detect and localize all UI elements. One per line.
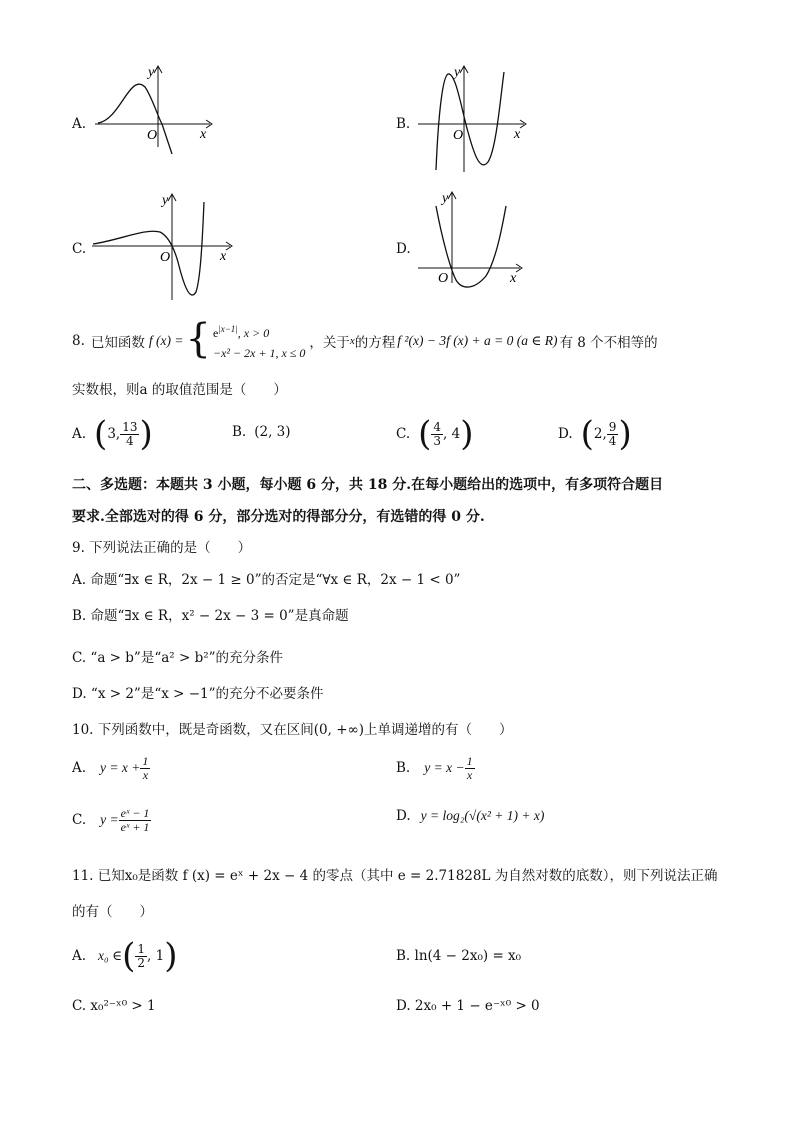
q7-option-a-label[interactable]: A. bbox=[72, 116, 87, 132]
q10-option-b-frac: $\frac{1}{x}$ bbox=[466, 753, 473, 782]
q11-option-b[interactable]: B. ln(4 − 2x₀) = x₀ bbox=[396, 948, 522, 964]
origin-label: O bbox=[147, 128, 158, 143]
q8-option-c[interactable]: C. ( $\frac{4}{3}$ , 4 ) bbox=[396, 414, 474, 454]
q8-stem-mid1: ，关于 bbox=[309, 335, 350, 351]
q8-option-b-label: B. bbox=[232, 424, 247, 440]
q8-option-c-label: C. bbox=[396, 426, 411, 442]
axis-y-label: y bbox=[162, 193, 169, 208]
q8-option-a-frac: $\frac{13}{4}$ bbox=[122, 419, 138, 448]
q10-option-c-frac: $\frac{\text{eˣ − 1}}{\text{eˣ + 1}}$ bbox=[120, 805, 150, 834]
q11-option-a-frac: $\frac{1}{2}$ bbox=[137, 941, 146, 970]
axis-x-label: x bbox=[510, 271, 517, 286]
q8-option-c-frac: $\frac{4}{3}$ bbox=[433, 419, 442, 448]
q8-piece1-exp: |x−1| bbox=[218, 324, 238, 334]
q10-stem: 10. 下列函数中，既是奇函数，又在区间(0, +∞)上单调递增的有（ ） bbox=[72, 722, 513, 738]
q8-option-b[interactable] bbox=[232, 424, 291, 440]
q9-option-d[interactable]: D. “x > 2”是“x > −1”的充分不必要条件 bbox=[72, 686, 324, 702]
q8-option-d-label: D. bbox=[558, 426, 573, 442]
q10-option-c-label: C. bbox=[72, 812, 87, 828]
section2-heading-line2: 要求.全部选对的得 6 分，部分选对的得部分分，有选错的得 0 分. bbox=[72, 509, 485, 525]
q8-option-d[interactable]: D. ( 2, $\frac{9}{4}$ ) bbox=[558, 414, 632, 454]
q11-option-d[interactable]: D. 2x₀ + 1 − e⁻ˣ⁰ > 0 bbox=[396, 998, 540, 1014]
section2-heading-line1: 二、多选题：本题共 3 小题，每小题 6 分，共 18 分.在每小题给出的选项中，有多项符合题目 bbox=[72, 477, 664, 493]
q10-option-b-pre: y = x − bbox=[424, 760, 465, 775]
q10-option-c[interactable] bbox=[72, 800, 151, 840]
q8-piece2: −x² − 2x + 1, x ≤ 0 bbox=[212, 346, 306, 360]
q8-option-b-value: (2, 3) bbox=[254, 424, 291, 440]
q10-option-b[interactable] bbox=[396, 748, 475, 788]
q7-option-c-label[interactable]: C. bbox=[72, 241, 87, 257]
q9-option-b[interactable]: B. 命题“∃x ∈ R，x² − 2x − 3 = 0”是真命题 bbox=[72, 608, 349, 624]
origin-label: O bbox=[438, 271, 449, 286]
q10-option-d[interactable] bbox=[396, 808, 544, 824]
q8-stem-mid2: 的方程 bbox=[354, 335, 396, 351]
axis-x-label: x bbox=[200, 127, 207, 142]
q7-graph-d bbox=[416, 188, 536, 288]
q8-number: 8. bbox=[72, 333, 85, 349]
q7-graph-b bbox=[416, 62, 536, 177]
axis-y-label: y bbox=[442, 191, 449, 206]
q8-option-a-label: A. bbox=[72, 426, 87, 442]
q10-option-a-frac: $\frac{1}{x}$ bbox=[142, 753, 149, 782]
q8-stem: 8. 已知函数 f (x) = { $e^{|x-1|}$, x > 0 −x² − 2x + 1, x ≤ 0 ，关于 x 的方程 f ²(x) − 3f (x) + a = 0 (a ∈ R) 有 8 个不相等的 bbox=[72, 316, 658, 362]
q11-stem-line2: 的有（ ） bbox=[72, 904, 153, 920]
q8-stem-end: 有 8 个不相等的 bbox=[559, 335, 658, 351]
q10-option-c-pre: y = bbox=[100, 812, 119, 827]
q8-stem-line2: 实数根，则a 的取值范围是（ ） bbox=[72, 382, 287, 398]
axis-x-label: x bbox=[220, 249, 227, 264]
q8-stem-var: x bbox=[349, 335, 355, 347]
q8-piece1-cond: , x > 0 bbox=[237, 326, 270, 340]
q7-option-b-label[interactable]: B. bbox=[396, 116, 411, 132]
q10-option-a[interactable] bbox=[72, 748, 150, 788]
q10-option-d-value: y = log₂(√(x² + 1) + x) bbox=[420, 808, 545, 823]
origin-label: O bbox=[453, 128, 464, 143]
q8-stem-start: 已知函数 bbox=[90, 335, 145, 351]
axis-y-label: y bbox=[148, 65, 155, 80]
q11-stem-line1: 11. 已知x₀是函数 f (x) = eˣ + 2x − 4 的零点（其中 e = 2.71828L 为自然对数的底数），则下列说法正确 bbox=[72, 868, 718, 884]
q8-option-d-frac: $\frac{9}{4}$ bbox=[608, 419, 617, 448]
q10-option-a-pre: y = x + bbox=[100, 760, 141, 775]
q11-option-a[interactable]: A. x₀ ∈ ( $\frac{1}{2}$ , 1 ) bbox=[72, 936, 178, 976]
q10-option-d-label: D. bbox=[396, 808, 411, 824]
q11-option-a-label: A. bbox=[72, 948, 87, 964]
axis-y-label: y bbox=[454, 65, 461, 80]
q9-stem: 9. 下列说法正确的是（ ） bbox=[72, 540, 252, 556]
q7-graph-c bbox=[90, 190, 240, 305]
q8-option-a[interactable]: A. ( 3, $\frac{13}{4}$ ) bbox=[72, 414, 153, 454]
q10-option-b-label: B. bbox=[396, 760, 411, 776]
q9-option-a[interactable]: A. 命题“∃x ∈ R，2x − 1 ≥ 0”的否定是“∀x ∈ R，2x − 1 < 0” bbox=[72, 572, 461, 588]
origin-label: O bbox=[160, 250, 171, 265]
q9-option-c[interactable]: C. “a > b”是“a² > b²”的充分条件 bbox=[72, 650, 284, 666]
axis-x-label: x bbox=[514, 127, 521, 142]
q8-equation: f ²(x) − 3f (x) + a = 0 (a ∈ R) bbox=[397, 333, 558, 348]
q8-piece1-base: e bbox=[212, 326, 219, 340]
q11-option-c[interactable]: C. x₀²⁻ˣ⁰ > 1 bbox=[72, 998, 156, 1014]
q10-option-a-label: A. bbox=[72, 760, 87, 776]
q7-option-d-label[interactable]: D. bbox=[396, 241, 411, 257]
q7-graph-a bbox=[90, 62, 220, 152]
